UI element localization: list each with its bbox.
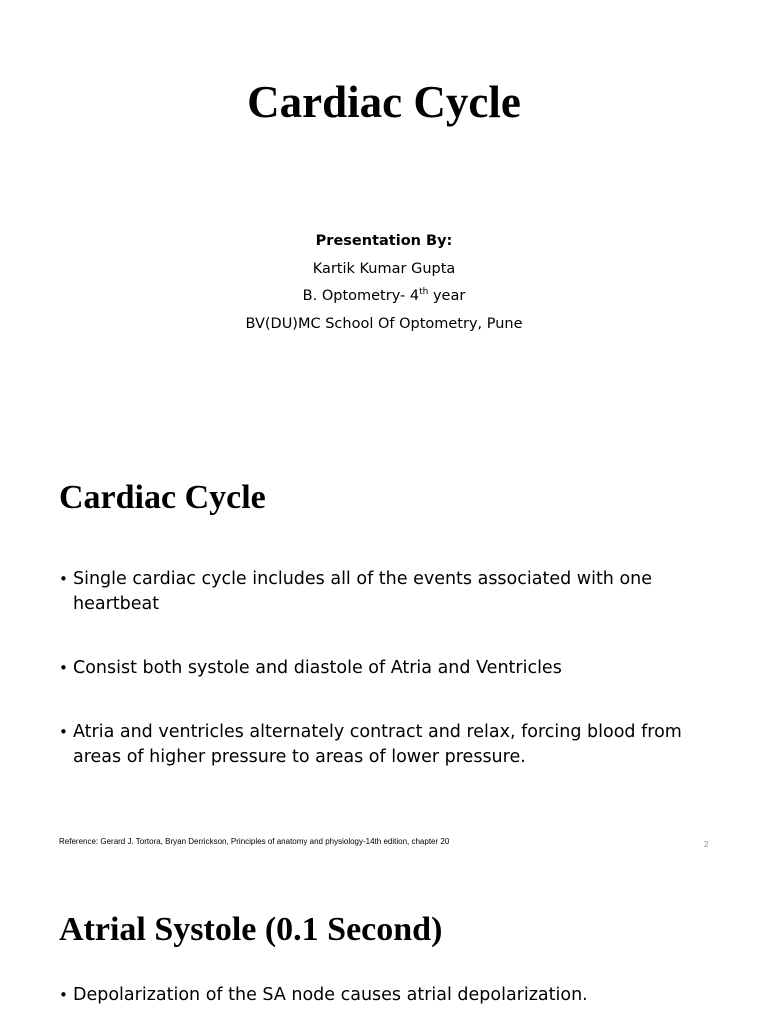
course-superscript: th [419, 287, 429, 297]
presenter-info [0, 228, 768, 338]
title-slide [0, 0, 768, 440]
page-number: 2 [704, 840, 709, 849]
bullet-list [59, 567, 719, 770]
reference-footnote: Reference: Gerard J. Tortora, Bryan Derrickson, Principles of anatomy and physiology-14th edition, chapter 20 [59, 837, 450, 846]
content-slide-atrial-systole [0, 870, 768, 1024]
slide-title: Cardiac Cycle [59, 479, 266, 516]
bullet-icon: • [59, 986, 68, 1004]
presenter-name: Kartik Kumar Gupta [312, 260, 456, 277]
slide-title: Atrial Systole (0.1 Second) [59, 911, 443, 948]
bullet-icon: • [59, 570, 68, 588]
bullet-text: Atria and ventricles alternately contract and relax, forcing blood from areas of higher pressure to areas of lower pressure. [73, 722, 682, 767]
bullet-item [59, 656, 719, 681]
bullet-icon: • [59, 659, 68, 677]
content-slide-cardiac-cycle [0, 440, 768, 870]
bullet-item [59, 567, 719, 617]
presenter-course [0, 283, 768, 311]
bullet-text: Single cardiac cycle includes all of the events associated with one heartbeat [73, 569, 653, 614]
bullet-text: Consist both systole and diastole of Atria and Ventricles [73, 658, 562, 678]
course-suffix: year [428, 288, 466, 304]
bullet-item [59, 983, 719, 1008]
course-prefix: B. Optometry- 4 [302, 288, 420, 304]
bullet-icon: • [59, 723, 68, 741]
presentation-title: Cardiac Cycle [247, 77, 521, 127]
bullet-item [59, 720, 719, 770]
bullet-list [59, 983, 719, 1008]
presenter-institution: BV(DU)MC School Of Optometry, Pune [245, 315, 523, 332]
presenter-heading: Presentation By: [315, 233, 453, 249]
bullet-text: Depolarization of the SA node causes atrial depolarization. [73, 985, 588, 1005]
